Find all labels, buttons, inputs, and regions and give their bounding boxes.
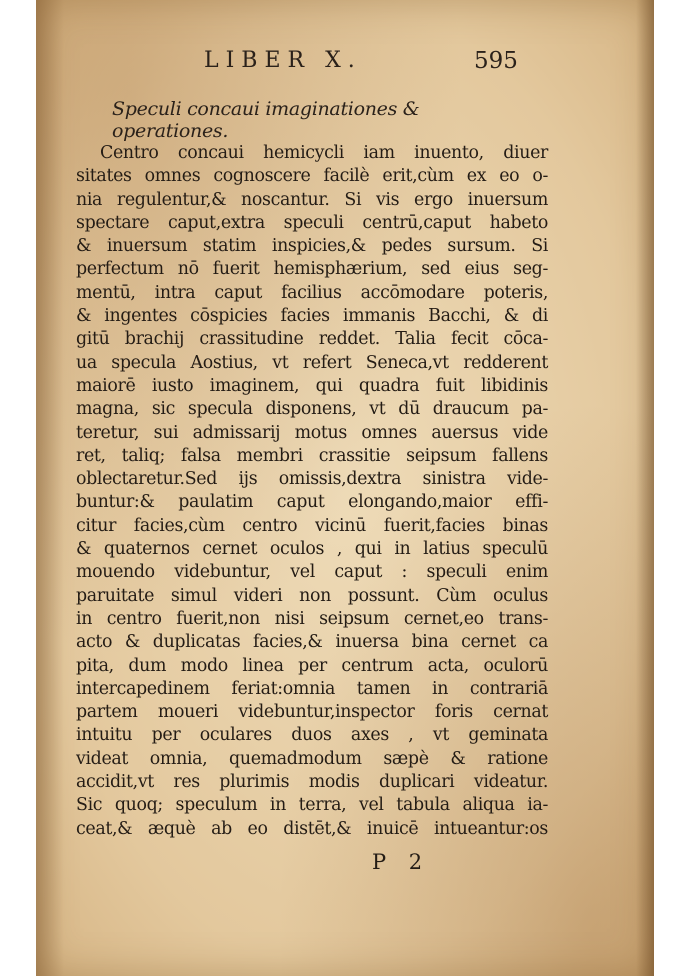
text-line: in centro fuerit,non nisi seipsum cernet,eo trans- (76, 608, 548, 629)
text-line: Sic quoq; speculum in terra, vel tabula aliqua ia- (76, 795, 548, 816)
text-line: teretur, sui admissarij motus omnes auersus vide (76, 422, 548, 443)
text-line: intercapedinem feriat:omnia tamen in contrariā (76, 678, 548, 699)
text-line: partem moueri videbuntur,inspector foris cernat (76, 702, 548, 723)
text-line: spectare caput,extra speculi centrū,caput habeto (76, 212, 548, 233)
text-line: ret, taliq; falsa membri crassitie seipsum fallens (76, 445, 548, 466)
text-line: ceat,& æquè ab eo distēt,& inuicē intueantur:os (76, 818, 548, 839)
text-line: videat omnia, quemadmodum sæpè & ratione (76, 748, 548, 769)
text-line: magna, sic specula disponens, vt dū draucum pa- (76, 399, 548, 420)
text-line: nia regulentur,& noscantur. Si vis ergo inuersum (76, 189, 548, 210)
text-line: buntur:& paulatim caput elongando,maior effi- (76, 492, 548, 513)
signature-mark: P 2 (372, 850, 431, 874)
text-line: & quaternos cernet oculos , qui in latius speculū (76, 539, 548, 560)
text-line: maiorē iusto imaginem, qui quadra fuit libidinis (76, 375, 548, 396)
running-head (36, 46, 654, 80)
text-line: gitū brachij crassitudine reddet. Talia fecit cōca- (76, 329, 548, 350)
text-line: intuitu per oculares duos axes , vt geminata (76, 725, 548, 746)
page-number: 595 (474, 48, 518, 74)
text-line: paruitate simul videri non possunt. Cùm oculus (76, 585, 548, 606)
text-line: & inuersum statim inspicies,& pedes sursum. Si (76, 236, 548, 257)
text-line: mouendo videbuntur, vel caput : speculi enim (76, 562, 548, 583)
text-line: sitates omnes cognoscere facilè erit,cùm ex eo o- (76, 166, 548, 187)
text-line: ua specula Aostius, vt refert Seneca,vt redderent (76, 352, 548, 373)
section-title: Speculi concaui imaginationes & operationes. (112, 98, 420, 142)
text-line: mentū, intra caput facilius accōmodare poteris, (76, 282, 548, 303)
book-page (36, 0, 654, 976)
text-line: Centro concaui hemicycli iam inuento, diuer (100, 143, 548, 163)
text-line: perfectum nō fuerit hemisphærium, sed eius seg- (76, 259, 548, 280)
running-title: LIBER X. (204, 48, 362, 73)
body-text (76, 142, 548, 841)
text-line: citur facies,cùm centro vicinū fuerit,facies binas (76, 515, 548, 536)
text-line: oblectaretur.Sed ijs omissis,dextra sinistra vide- (76, 469, 548, 490)
text-line: acto & duplicatas facies,& inuersa bina cernet ca (76, 632, 548, 653)
text-line: & ingentes cōspicies facies immanis Bacchi, & di (76, 306, 548, 327)
text-line: accidit,vt res plurimis modis duplicari videatur. (76, 772, 548, 793)
text-line: pita, dum modo linea per centrum acta, oculorū (76, 655, 548, 676)
